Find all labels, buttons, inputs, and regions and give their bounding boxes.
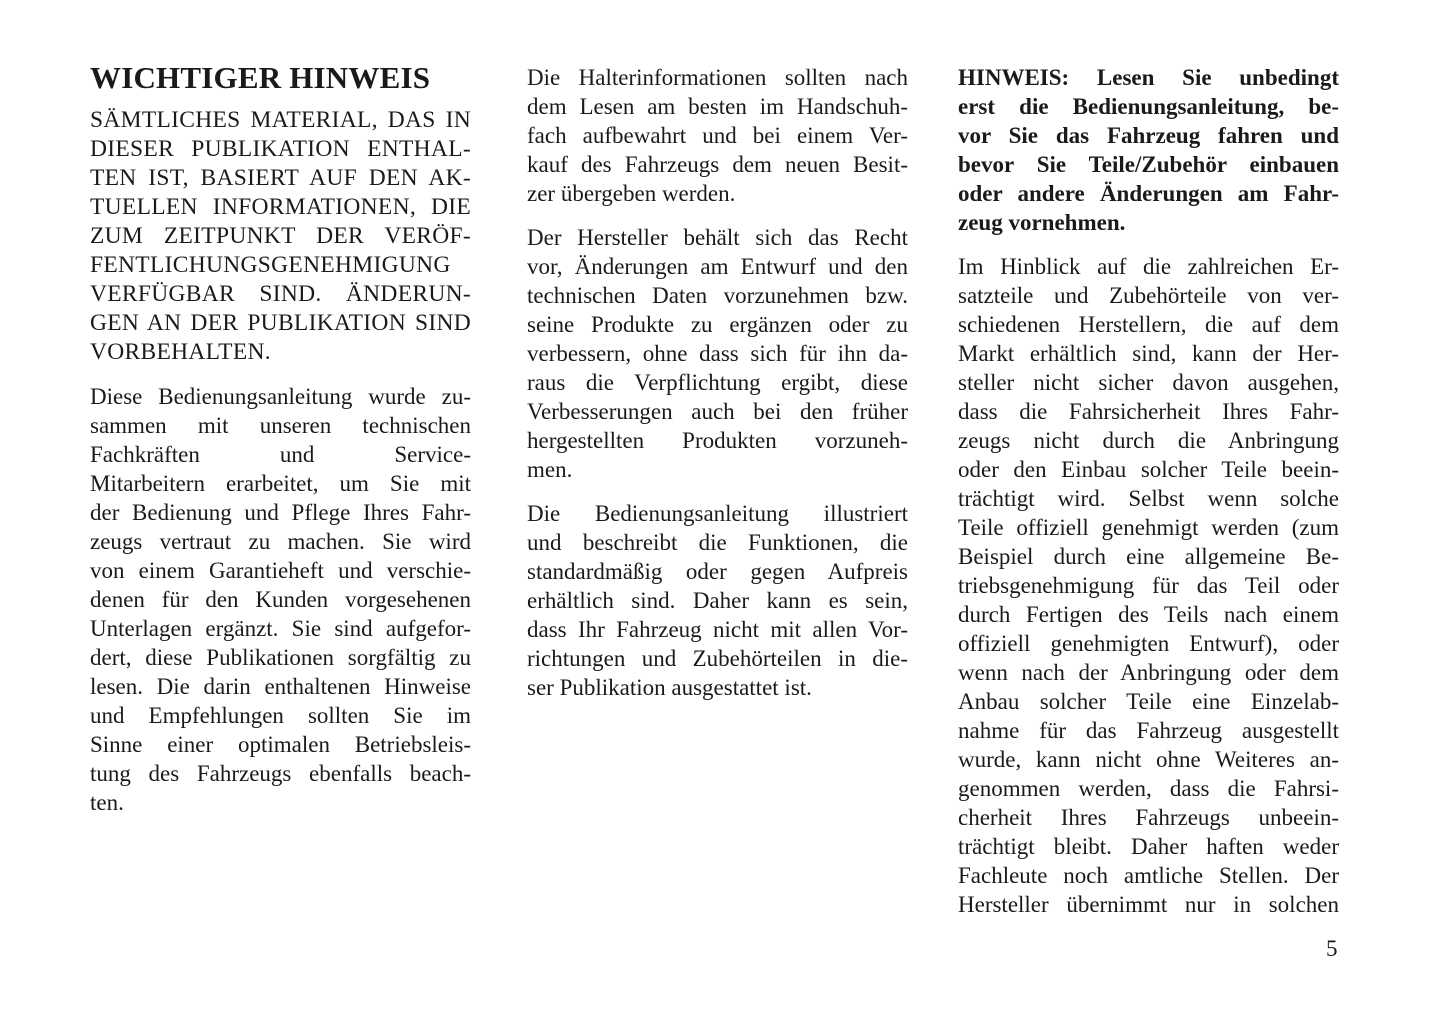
text-line: ten. [90, 790, 124, 815]
text-line: richtungen und Zubehörteilen in die- [527, 646, 908, 671]
text-line: technischen Daten vorzunehmen bzw. [527, 283, 908, 308]
text-line: fach aufbewahrt und bei einem Ver- [527, 123, 908, 148]
text-line: VORBEHALTEN. [90, 339, 271, 365]
text-line: kauf des Fahrzeugs dem neuen Besit- [527, 152, 908, 177]
text-line: ZUM ZEITPUNKT DER VERÖF- [90, 223, 471, 249]
text-line: triebsgenehmigung für das Teil oder [958, 573, 1339, 598]
text-line: DIESER PUBLIKATION ENTHAL- [90, 136, 471, 162]
text-line: Unterlagen ergänzt. Sie sind aufgefor- [90, 616, 471, 641]
text-line: steller nicht sicher davon ausgehen, [958, 370, 1339, 395]
text-line: dem Lesen am besten im Handschuh- [527, 94, 908, 119]
text-line: zeugs vertraut zu machen. Sie wird [90, 529, 471, 554]
text-line: schiedenen Herstellern, die auf dem [958, 312, 1339, 337]
text-line: und Empfehlungen sollten Sie im [90, 703, 471, 728]
text-line: ser Publikation ausgestattet ist. [527, 675, 812, 700]
text-line: oder den Einbau solcher Teile beein- [958, 457, 1339, 482]
text-line: trächtigt wird. Selbst wenn solche [958, 486, 1339, 511]
text-line: lesen. Die darin enthaltenen Hinweise [90, 674, 471, 699]
text-line: erhältlich sind. Daher kann es sein, [527, 588, 908, 613]
text-line: seine Produkte zu ergänzen oder zu [527, 312, 908, 337]
text-line: satzteile und Zubehörteile von ver- [958, 283, 1339, 308]
text-line: Sinne einer optimalen Betriebsleis- [90, 732, 471, 757]
text-line: vor, Änderungen am Entwurf und den [527, 254, 908, 279]
text-line: FENTLICHUNGSGENEHMIGUNG [90, 252, 451, 278]
text-line: GEN AN DER PUBLIKATION SIND [90, 310, 471, 336]
text-line: bevor Sie Teile/Zubehör einbauen [958, 152, 1339, 177]
text-line: standardmäßig oder gegen Aufpreis [527, 559, 908, 584]
text-line: Die Halterinformationen sollten nach [527, 65, 908, 90]
paragraph [527, 63, 908, 208]
text-line: denen für den Kunden vorgesehenen [90, 587, 471, 612]
column-left [90, 60, 471, 832]
text-line: Anbau solcher Teile eine Einzelab- [958, 689, 1339, 714]
text-line: vor Sie das Fahrzeug fahren und [958, 123, 1339, 148]
text-line: HINWEIS: Lesen Sie unbedingt [958, 65, 1339, 90]
text-line: oder andere Änderungen am Fahr- [958, 181, 1339, 206]
paragraph [527, 223, 908, 484]
text-line: Mitarbeitern erarbeitet, um Sie mit [90, 471, 471, 496]
text-line: wenn nach der Anbringung oder dem [958, 660, 1339, 685]
paragraph [90, 106, 471, 367]
text-line: cherheit Ihres Fahrzeugs unbeein- [958, 805, 1339, 830]
text-line: der Bedienung und Pflege Ihres Fahr- [90, 500, 471, 525]
text-line: wurde, kann nicht ohne Weiteres an- [958, 747, 1339, 772]
text-line: zeugs nicht durch die Anbringung [958, 428, 1339, 453]
text-line: dert, diese Publikationen sorgfältig zu [90, 645, 471, 670]
text-line: hergestellten Produkten vorzuneh- [527, 428, 908, 453]
text-line: verbessern, ohne dass sich für ihn da- [527, 341, 908, 366]
paragraph [90, 382, 471, 817]
text-line: trächtigt bleibt. Daher haften weder [958, 834, 1339, 859]
text-line: sammen mit unseren technischen [90, 413, 471, 438]
text-line: Im Hinblick auf die zahlreichen Er- [958, 254, 1339, 279]
text-line: tung des Fahrzeugs ebenfalls beach- [90, 761, 471, 786]
text-line: Fachleute noch amtliche Stellen. Der [958, 863, 1339, 888]
text-line: genommen werden, dass die Fahrsi- [958, 776, 1339, 801]
text-line: dass die Fahrsicherheit Ihres Fahr- [958, 399, 1339, 424]
text-line: erst die Bedienungsanleitung, be- [958, 94, 1339, 119]
page-number: 5 [1326, 936, 1338, 961]
text-line: Diese Bedienungsanleitung wurde zu- [90, 384, 471, 409]
text-line: zeug vornehmen. [958, 210, 1126, 235]
text-line: men. [527, 457, 573, 482]
text-line: TUELLEN INFORMATIONEN, DIE [90, 194, 471, 220]
text-line: durch Fertigen des Teils nach einem [958, 602, 1339, 627]
text-line: zer übergeben werden. [527, 181, 736, 206]
text-line: nahme für das Fahrzeug ausgestellt [958, 718, 1339, 743]
text-line: raus die Verpflichtung ergibt, diese [527, 370, 908, 395]
text-line: Teile offiziell genehmigt werden (zum [958, 515, 1339, 540]
text-line: von einem Garantieheft und verschie- [90, 558, 471, 583]
text-line: Hersteller übernimmt nur in solchen [958, 892, 1339, 917]
text-line: Fachkräften und Service- [90, 442, 471, 467]
notice-paragraph [958, 63, 1339, 237]
text-line: Die Bedienungsanleitung illustriert [527, 501, 908, 526]
text-line: Beispiel durch eine allgemeine Be- [958, 544, 1339, 569]
section-heading: WICHTIGER HINWEIS [90, 60, 431, 95]
column-middle [527, 63, 908, 717]
text-line: Verbesserungen auch bei den früher [527, 399, 908, 424]
text-line: Der Hersteller behält sich das Recht [527, 225, 908, 250]
text-line: Markt erhältlich sind, kann der Her- [958, 341, 1339, 366]
text-line: dass Ihr Fahrzeug nicht mit allen Vor- [527, 617, 908, 642]
column-right [958, 63, 1339, 934]
text-line: TEN IST, BASIERT AUF DEN AK- [90, 165, 471, 191]
text-line: und beschreibt die Funktionen, die [527, 530, 908, 555]
paragraph [527, 499, 908, 702]
paragraph [958, 252, 1339, 919]
text-line: SÄMTLICHES MATERIAL, DAS IN [90, 107, 471, 133]
text-line: VERFÜGBAR SIND. ÄNDERUN- [90, 281, 471, 307]
text-line: offiziell genehmigten Entwurf), oder [958, 631, 1339, 656]
